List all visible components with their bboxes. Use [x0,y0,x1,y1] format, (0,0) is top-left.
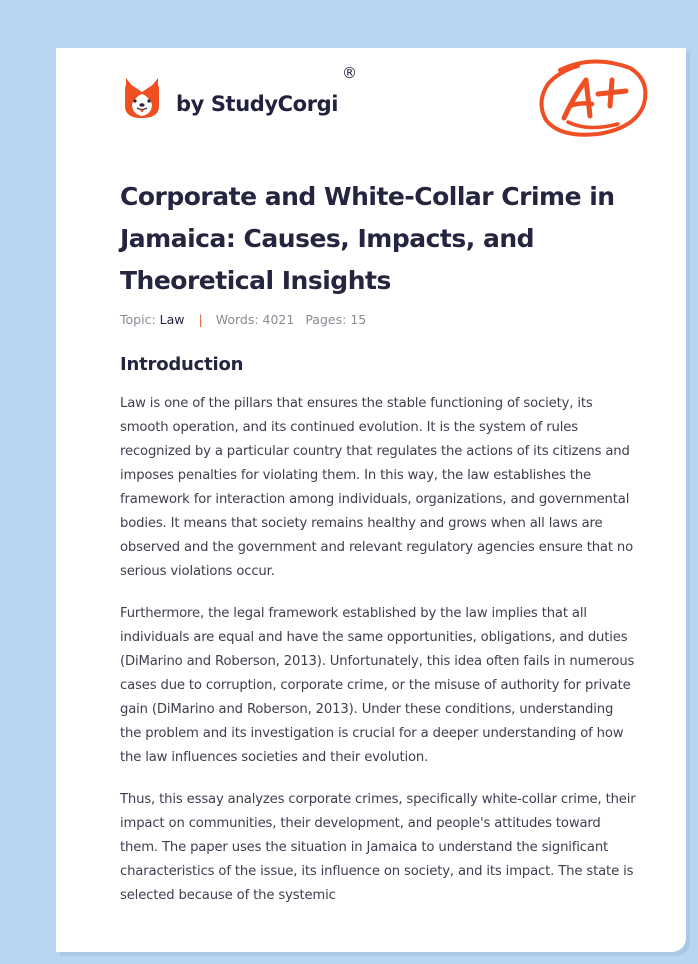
brand-logo-link[interactable] [122,76,338,120]
corgi-face-icon [122,76,162,120]
topic-link[interactable]: Law [159,312,185,327]
topic-label: Topic: [120,312,156,327]
paragraph: Law is one of the pillars that ensures the stable functioning of society, its smooth operation, and its continued evolution. It is the system of rules recognized by a particular country that regulates the actions of its citizens and imposes penalties for violating them. In this way, the law establishes the framework for interaction among individuals, organizations, and governmental bodies. It means that society remains healthy and grows when all laws are observed and the government and relevant regulatory agencies ensure that no serious violations occur. [120,396,634,579]
pages-count: 15 [350,312,367,327]
section-body [120,392,636,926]
meta-separator: | [198,312,203,327]
pages-label: Pages: [305,312,347,327]
brand-name: by StudyCorgi [176,92,339,116]
document-meta [120,312,366,327]
a-plus-circle-icon [538,58,650,140]
section-heading-introduction: Introduction [120,354,244,375]
paragraph: Furthermore, the legal framework established by the law implies that all individuals are equal and have the same opportunities, obligations, and duties (DiMarino and Roberson, 2013). Unfortunately, this idea often fails in numerous cases due to corruption, corporate crime, or the misuse of authority for private gain (DiMarino and Roberson, 2013). Under these conditions, understanding the problem and its investigation is crucial for a deeper understanding of how the law influences societies and their evolution. [120,606,635,765]
document-card [56,48,686,952]
words-label: Words: [215,312,259,327]
paragraph: Thus, this essay analyzes corporate crimes, specifically white-collar crime, their impact on communities, their development, and people's attitudes toward them. The paper uses the situation in Jamaica to understand the significant characteristics of the issue, its influence on society, and its impact. The state is selected because of the systemic [120,792,636,903]
registered-mark: ® [342,64,357,82]
document-title: Corporate and White-Collar Crime in Jamaica: Causes, Impacts, and Theoretical Insights [120,182,615,295]
words-count: 4021 [262,312,295,327]
